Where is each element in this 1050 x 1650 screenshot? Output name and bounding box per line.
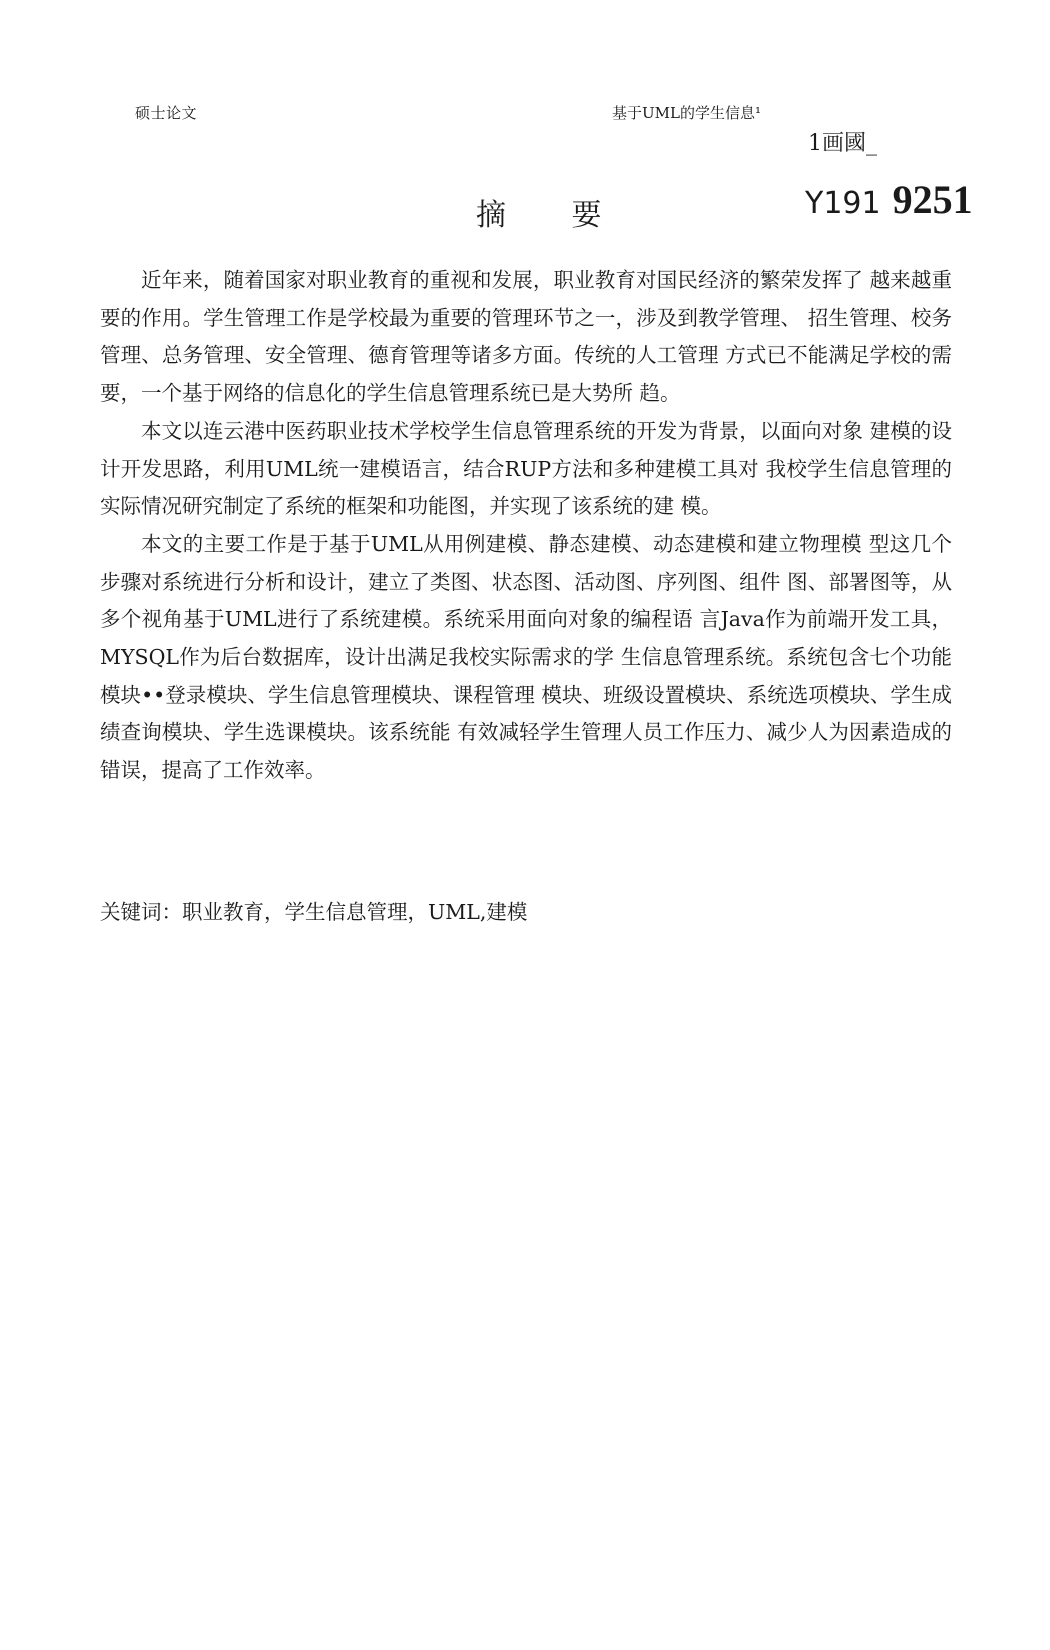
abstract-paragraph-2: 本文以连云港中医药职业技术学校学生信息管理系统的开发为背景，以面向对象 建模的设计开发思路，利用UML统一建模语言，结合RUP方法和多种建模工具对 我校学生信息管理的实际情况研究制定了系统的框架和功能图，并实现了该系统的建 模。 [100,418,952,519]
keywords-line: 关键词：职业教育，学生信息管理，UML,建模 [100,900,528,924]
abstract-paragraph-1: 近年来，随着国家对职业教育的重视和发展，职业教育对国民经济的繁荣发挥了 越来越重要的作用。学生管理工作是学校最为重要的管理环节之一，涉及到教学管理、 招生管理、校务管理、总务管理、安全管理、德育管理等诸多方面。传统的人工管理 方式已不能满足学校的需要，一个基于网络的信息化的学生信息管理系统已是大势所 趋。 [100,268,952,406]
abstract-paragraph-3: 本文的主要工作是于基于UML从用例建模、静态建模、动态建模和建立物理模 型这几个步骤对系统进行分析和设计，建立了类图、状态图、活动图、序列图、组件 图、部署图等，从多个视角基于UML进行了系统建模。系统采用面向对象的编程语 言Java作为前端开发工具，MYSQL作为后台数据库，设计出满足我校实际需求的学 生信息管理系统。系统包含七个功能模块••登录模块、学生信息管理模块、课程管理 模块、班级设置模块、系统选项模块、学生成绩查询模块、学生选课模块。该系统能 有效减轻学生管理人员工作压力、减少人为因素造成的错误，提高了工作效率。 [100,531,952,783]
abstract-body [100,262,952,790]
catalog-prefix: Y191 [805,186,881,221]
catalog-digits: 9251 [892,177,973,222]
library-stamp-text: 1画國_ [808,131,877,156]
catalog-number [805,176,973,223]
running-header-right: 基于UML的学生信息¹ [612,104,761,122]
abstract-title: 摘 要 [476,198,630,233]
running-header-left: 硕士论文 [135,104,198,122]
